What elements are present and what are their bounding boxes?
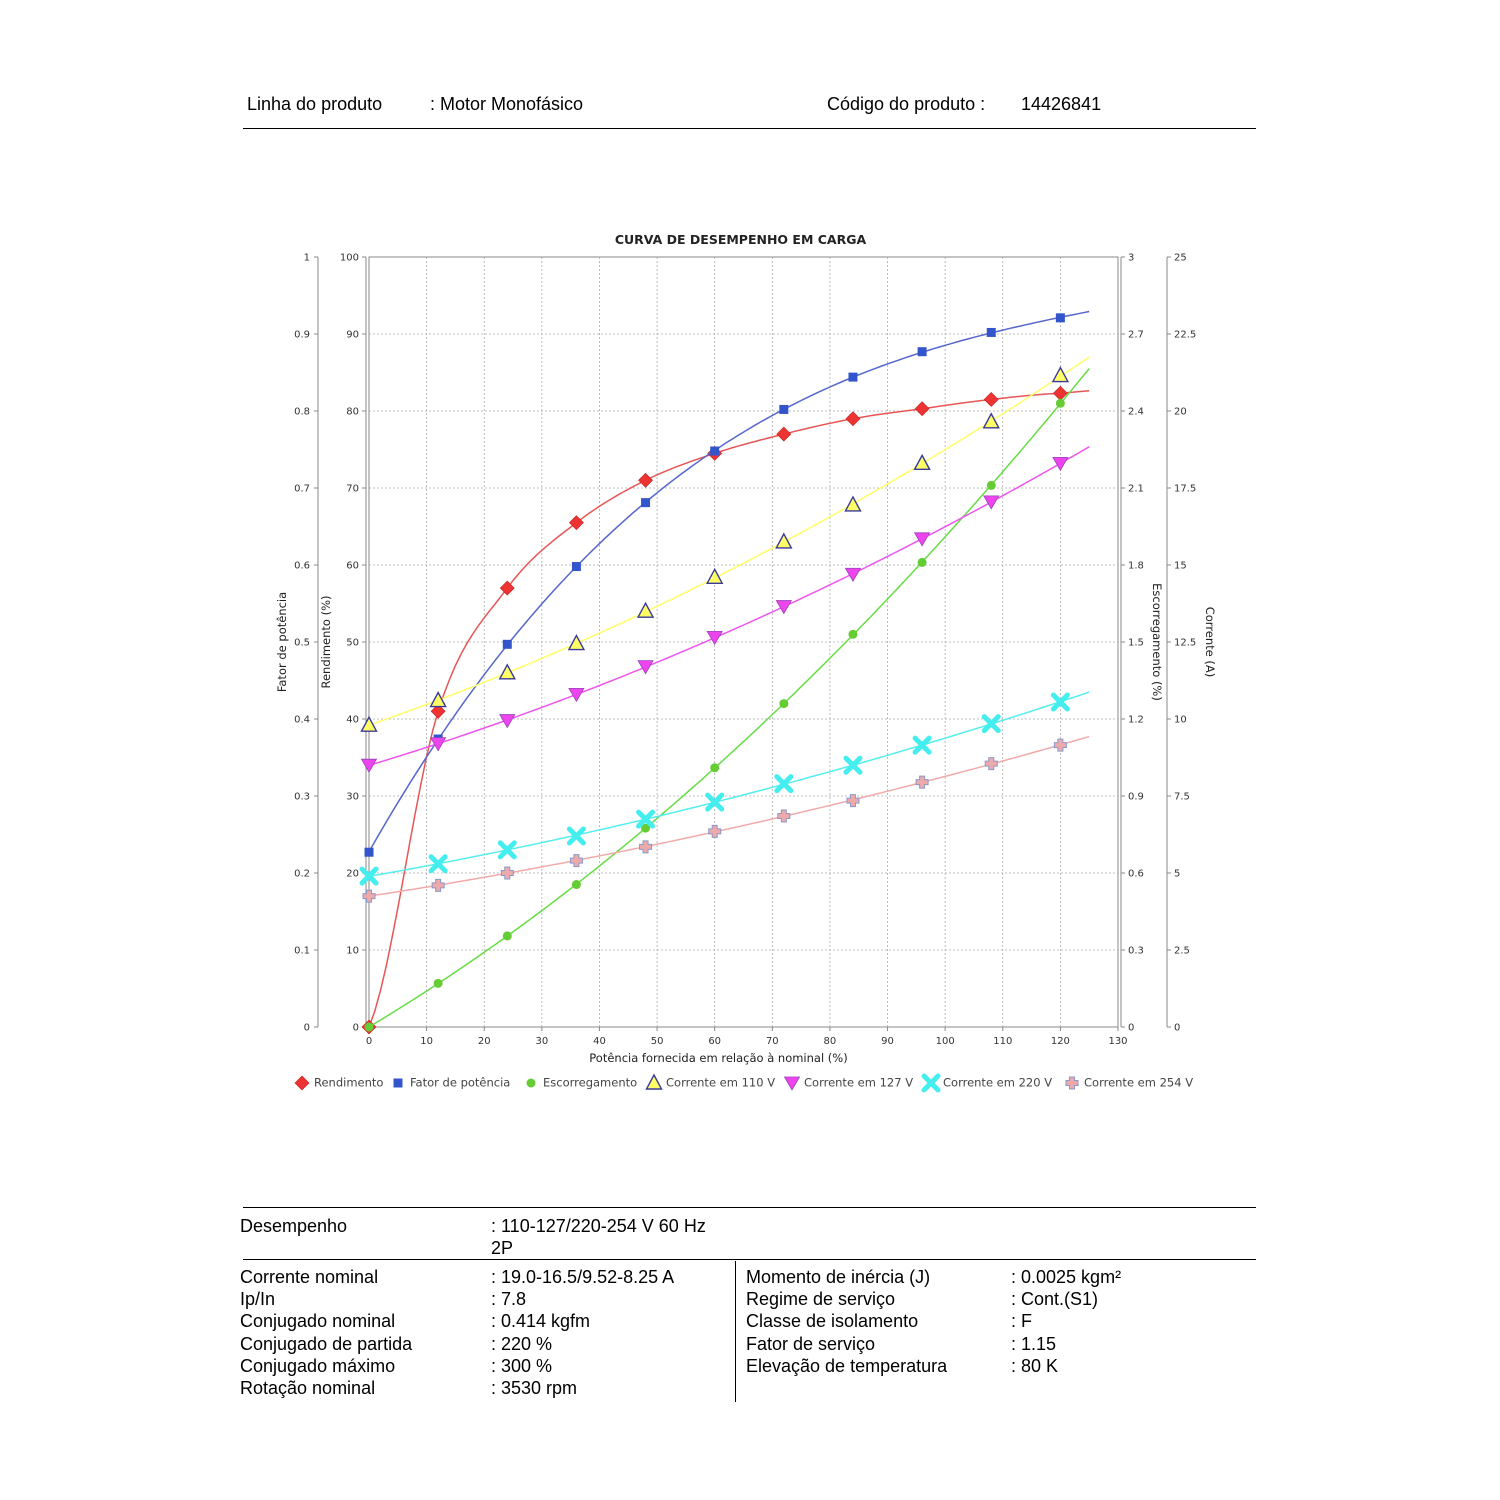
y-tick-label-slip: 2.1: [1128, 483, 1144, 495]
series-marker: [918, 347, 927, 356]
y-tick-label-cur: 22.5: [1174, 329, 1197, 341]
y-tick-label-eff: 20: [346, 868, 359, 880]
y-tick-label-eff: 10: [346, 945, 359, 957]
chart-title: CURVA DE DESEMPENHO EM CARGA: [614, 232, 867, 247]
product-line-value: : Motor Monofásico: [430, 94, 584, 114]
y-tick-label-slip: 0.9: [1128, 791, 1144, 803]
y-tick-label-cur: 5: [1174, 868, 1181, 880]
y-tick-label-cur: 7.5: [1174, 791, 1190, 803]
legend-item: [647, 1075, 662, 1089]
x-tick-label: 80: [823, 1036, 837, 1047]
legend-label: Rendimento: [314, 1075, 384, 1090]
y-tick-label-cur: 10: [1174, 714, 1187, 726]
x-tick-label: 10: [420, 1036, 433, 1047]
y-tick-label-eff: 50: [346, 637, 359, 649]
x-tick-label: 100: [935, 1036, 955, 1047]
series-marker: [503, 640, 512, 649]
y-tick-label-eff: 60: [346, 560, 359, 572]
spec-label: Momento de inércia (J): [746, 1267, 931, 1287]
series-marker: [785, 1077, 800, 1090]
y-tick-label-cur: 0: [1174, 1022, 1181, 1034]
y-tick-label-slip: 1.2: [1128, 714, 1144, 726]
series-marker: [1056, 399, 1065, 408]
spec-label: Elevação de temperatura: [746, 1355, 948, 1376]
spec-value: : Cont.(S1): [1011, 1289, 1099, 1310]
y-tick-label-eff: 30: [346, 791, 359, 803]
y-tick-label-eff: 80: [346, 406, 359, 418]
y-tick-label-cur: 25: [1174, 252, 1187, 264]
spec-value: : 19.0-16.5/9.52-8.25 A: [491, 1267, 675, 1287]
x-tick-label: 50: [650, 1036, 664, 1047]
performance-value-2: 2P: [491, 1238, 514, 1258]
y-tick-label-pf: 1: [303, 252, 310, 264]
product-code-label: Código do produto :: [827, 94, 986, 114]
y-tick-label-slip: 3: [1128, 252, 1135, 264]
y-tick-label-pf: 0.8: [294, 406, 310, 418]
spec-value: : 0.0025 kgm²: [1011, 1267, 1122, 1287]
x-tick-label: 120: [1050, 1036, 1070, 1047]
y-tick-label-eff: 90: [346, 329, 359, 341]
x-tick-label: 90: [881, 1036, 894, 1047]
series-marker: [710, 763, 719, 772]
spec-value: : 300 %: [491, 1355, 553, 1376]
product-line-label: Linha do produto: [247, 94, 383, 114]
spec-value: : 80 K: [1011, 1355, 1059, 1376]
series-marker: [572, 562, 581, 571]
series-marker: [295, 1076, 309, 1090]
series-marker: [641, 498, 650, 507]
legend-label: Corrente em 110 V: [666, 1075, 776, 1090]
legend-item: [394, 1079, 403, 1088]
spec-label: Conjugado nominal: [240, 1311, 396, 1332]
series-marker: [572, 880, 581, 889]
y-tick-label-cur: 20: [1174, 406, 1187, 418]
x-tick-label: 20: [477, 1036, 491, 1047]
x-tick-label: 0: [365, 1036, 373, 1047]
spec-value: : 3530 rpm: [491, 1378, 578, 1398]
y-tick-label-pf: 0.3: [294, 791, 310, 803]
x-tick-label: 130: [1108, 1036, 1128, 1047]
series-marker: [1056, 313, 1065, 322]
series-marker: [647, 1075, 662, 1089]
y-tick-label-pf: 0: [303, 1022, 310, 1034]
x-tick-label: 30: [535, 1036, 549, 1047]
y-axis-title-slip: Escorregamento (%): [1150, 583, 1164, 701]
spec-label: Corrente nominal: [240, 1267, 379, 1287]
series-marker: [848, 630, 857, 639]
y-tick-label-pf: 0.1: [294, 945, 310, 957]
series-marker: [779, 699, 788, 708]
spec-label: Regime de serviço: [746, 1289, 896, 1310]
spec-label: Classe de isolamento: [746, 1311, 919, 1332]
legend-label: Fator de potência: [410, 1075, 511, 1090]
y-tick-label-slip: 2.4: [1128, 406, 1144, 418]
x-tick-label: 110: [993, 1036, 1013, 1047]
y-tick-label-slip: 1.8: [1128, 560, 1144, 572]
y-axis-title-pf: Fator de potência: [275, 591, 289, 693]
y-tick-label-pf: 0.7: [294, 483, 310, 495]
series-marker: [365, 1023, 374, 1032]
y-tick-label-pf: 0.9: [294, 329, 310, 341]
series-marker: [987, 481, 996, 490]
series-marker: [394, 1079, 403, 1088]
spec-label: Ip/In: [240, 1289, 276, 1310]
legend-item: [527, 1079, 536, 1088]
series-marker: [365, 848, 374, 857]
legend-item: [1066, 1077, 1079, 1090]
series-marker: [779, 405, 788, 414]
legend-label: Escorregamento: [543, 1075, 638, 1090]
y-tick-label-eff: 70: [346, 483, 359, 495]
spec-label: Fator de serviço: [746, 1333, 876, 1354]
series-marker: [987, 328, 996, 337]
specs-column-divider: [735, 1261, 736, 1402]
y-tick-label-pf: 0.5: [294, 637, 310, 649]
legend-item: [785, 1077, 800, 1090]
spec-value: : 0.414 kgfm: [491, 1311, 591, 1332]
legend-label: Corrente em 254 V: [1084, 1075, 1194, 1090]
y-tick-label-pf: 0.6: [294, 560, 310, 572]
specs-top-divider: [243, 1207, 1256, 1208]
y-axis-title-eff: Rendimento (%): [319, 595, 333, 689]
series-marker: [434, 979, 443, 988]
series-marker: [918, 558, 927, 567]
y-tick-label-slip: 1.5: [1128, 637, 1144, 649]
y-tick-label-slip: 0: [1128, 1022, 1135, 1034]
series-marker: [503, 931, 512, 940]
performance-label: Desempenho: [240, 1216, 348, 1236]
legend-item: [924, 1076, 938, 1090]
x-axis-title: Potência fornecida em relação à nominal (%): [589, 1051, 848, 1065]
series-marker: [527, 1079, 536, 1088]
series-marker: [924, 1076, 938, 1090]
series-marker: [1067, 1078, 1078, 1089]
performance-value-1: : 110-127/220-254 V 60 Hz: [491, 1216, 706, 1236]
spec-value: : 7.8: [491, 1289, 527, 1310]
spec-label: Conjugado máximo: [240, 1355, 396, 1376]
y-tick-label-eff: 100: [339, 252, 359, 264]
x-tick-label: 60: [708, 1036, 722, 1047]
y-tick-label-cur: 2.5: [1174, 945, 1190, 957]
y-tick-label-cur: 15: [1174, 560, 1187, 572]
y-tick-label-pf: 0.2: [294, 868, 310, 880]
spec-label: Conjugado de partida: [240, 1333, 413, 1354]
series-marker: [710, 447, 719, 456]
legend-item: [295, 1076, 309, 1090]
specs-mid-divider: [243, 1259, 1256, 1260]
spec-value: : 1.15: [1011, 1333, 1057, 1354]
series-marker: [848, 373, 857, 382]
y-tick-label-cur: 12.5: [1174, 637, 1197, 649]
legend-label: Corrente em 220 V: [943, 1075, 1053, 1090]
spec-label: Rotação nominal: [240, 1378, 376, 1398]
y-tick-label-slip: 2.7: [1128, 329, 1144, 341]
spec-value: : F: [1011, 1311, 1032, 1332]
spec-value: : 220 %: [491, 1333, 553, 1354]
product-code-value: 14426841: [1021, 94, 1102, 114]
y-tick-label-eff: 40: [346, 714, 359, 726]
y-tick-label-pf: 0.4: [294, 714, 310, 726]
x-tick-label: 40: [593, 1036, 606, 1047]
y-tick-label-cur: 17.5: [1174, 483, 1197, 495]
y-tick-label-eff: 0: [352, 1022, 359, 1034]
x-tick-label: 70: [765, 1036, 779, 1047]
legend-label: Corrente em 127 V: [804, 1075, 914, 1090]
y-tick-label-slip: 0.3: [1128, 945, 1144, 957]
y-tick-label-slip: 0.6: [1128, 868, 1144, 880]
y-axis-title-cur: Corrente (A): [1203, 606, 1217, 678]
